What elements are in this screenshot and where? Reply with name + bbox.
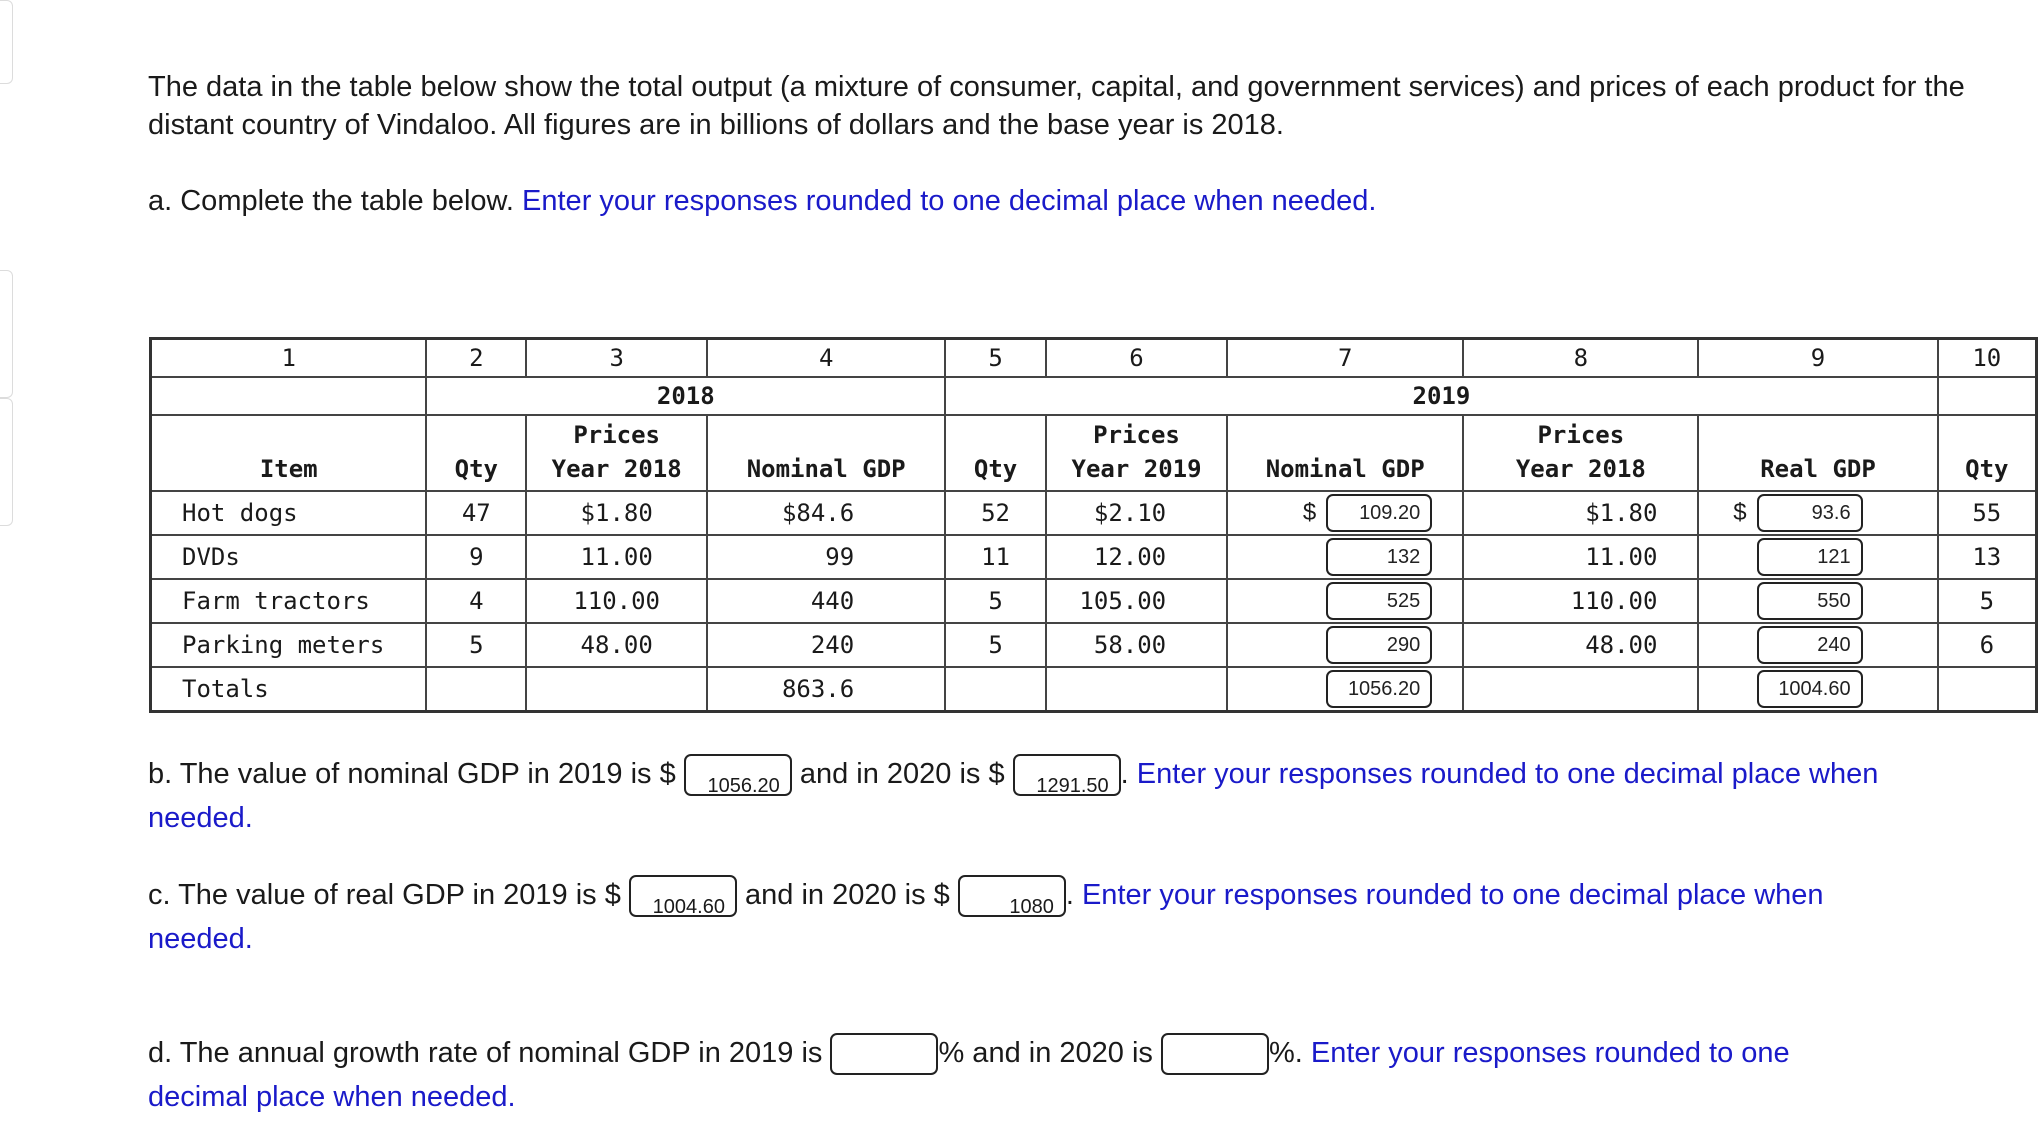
col-number: 7	[1227, 339, 1463, 378]
nominal-2018-cell: 240	[707, 623, 945, 667]
qty-2018-cell: 9	[426, 535, 526, 579]
col-number: 4	[707, 339, 945, 378]
dollar-sign: $	[1733, 499, 1747, 526]
price-2019-cell: 12.00	[1046, 535, 1227, 579]
price-2018-cell: $1.80	[526, 491, 707, 535]
qty-2018-cell: 4	[426, 579, 526, 623]
qty-2020-cell: 13	[1938, 535, 2037, 579]
item-cell: Hot dogs	[151, 491, 427, 535]
real-gdp-total-cell	[1698, 667, 1937, 712]
real-gdp-2020-input[interactable]: 1080	[958, 875, 1066, 917]
real-gdp-input[interactable]: 550	[1757, 582, 1863, 620]
part-d-mid: % and in 2020 is	[938, 1037, 1153, 1069]
column-header-row	[151, 415, 2037, 491]
year-label: Year 2019	[1071, 455, 1202, 483]
price-2018-cell: 48.00	[526, 623, 707, 667]
real-gdp-cell	[1698, 623, 1937, 667]
year-label: Year 2018	[1515, 455, 1646, 483]
part-c-prefix: c. The value of real GDP in 2019 is $	[148, 879, 621, 911]
real-gdp-input[interactable]: 240	[1757, 626, 1863, 664]
nominal-gdp-2020-input[interactable]: 1291.50	[1013, 754, 1121, 796]
price-2019-cell: $2.10	[1046, 491, 1227, 535]
totals-row	[151, 667, 2037, 712]
base-price-cell: $1.80	[1463, 491, 1698, 535]
empty-cell	[1463, 667, 1698, 712]
part-b-text	[148, 752, 2028, 840]
qty-2020-cell: 6	[1938, 623, 2037, 667]
nominal-2019-total-cell	[1227, 667, 1463, 712]
year-2018-header: 2018	[426, 377, 945, 415]
part-c-text	[148, 873, 2028, 961]
nominal-2019-input[interactable]: 525	[1326, 582, 1432, 620]
table-row	[151, 535, 2037, 579]
totals-label: Totals	[151, 667, 427, 712]
year-2019-header: 2019	[945, 377, 1937, 415]
growth-rate-2020-input[interactable]	[1161, 1033, 1269, 1075]
empty-cell	[945, 667, 1046, 712]
base-price-cell: 48.00	[1463, 623, 1698, 667]
col-number: 3	[526, 339, 707, 378]
price-2018-cell: 11.00	[526, 535, 707, 579]
year-label: Year 2018	[551, 455, 682, 483]
empty-cell	[151, 377, 427, 415]
prices-label: Prices	[1093, 421, 1180, 449]
part-c-end: .	[1065, 879, 1074, 911]
real-gdp-header: Real GDP	[1698, 415, 1937, 491]
part-c-hint: Enter your responses rounded to one decimal place when	[1081, 879, 1824, 911]
nominal-2019-total-input[interactable]: 1056.20	[1326, 670, 1432, 708]
qty-2019-cell: 5	[945, 579, 1046, 623]
nominal-gdp-2019-input[interactable]: 1056.20	[684, 754, 792, 796]
empty-cell	[1938, 377, 2037, 415]
year-row	[151, 377, 2037, 415]
item-header: Item	[151, 415, 427, 491]
qty-2019-cell: 11	[945, 535, 1046, 579]
nominal-2018-cell: 99	[707, 535, 945, 579]
price-2018-cell: 110.00	[526, 579, 707, 623]
table-row	[151, 579, 2037, 623]
nominal-2019-input[interactable]: 290	[1326, 626, 1432, 664]
part-c-hint-cont: needed.	[148, 923, 253, 956]
nominal-2019-input[interactable]: 132	[1326, 538, 1432, 576]
qty-2018-header: Qty	[426, 415, 526, 491]
part-d-hint-cont: decimal place when needed.	[148, 1081, 516, 1114]
qty-2020-header: Qty	[1938, 415, 2037, 491]
nominal-2019-cell	[1227, 535, 1463, 579]
item-cell: Parking meters	[151, 623, 427, 667]
nominal-2019-cell	[1227, 491, 1463, 535]
part-b-hint-cont: needed.	[148, 802, 253, 835]
column-number-row	[151, 339, 2037, 378]
qty-2020-cell: 55	[1938, 491, 2037, 535]
part-d-text	[148, 1031, 2028, 1119]
intro-text: The data in the table below show the total output (a mixture of consumer, capital, and government services) and prices of each product for the distant country of Vindaloo. All figures are in billions of dollars and the base year is 2018.	[148, 71, 1965, 141]
nominal-gdp-2019-header: Nominal GDP	[1227, 415, 1463, 491]
prices-base-header	[1463, 415, 1698, 491]
real-gdp-input[interactable]: 93.6	[1757, 494, 1863, 532]
qty-2018-cell: 5	[426, 623, 526, 667]
nominal-gdp-2018-header: Nominal GDP	[707, 415, 945, 491]
col-number: 9	[1698, 339, 1937, 378]
part-b-hint: Enter your responses rounded to one decimal place when	[1136, 758, 1879, 790]
side-panel-tab	[0, 0, 13, 84]
part-a-prefix: a. Complete the table below.	[148, 185, 514, 217]
col-number: 1	[151, 339, 427, 378]
part-a-hint: Enter your responses rounded to one decimal place when needed.	[522, 185, 1377, 217]
part-d-hint: Enter your responses rounded to one	[1310, 1037, 1790, 1069]
dollar-sign: $	[1302, 499, 1317, 526]
qty-2020-cell: 5	[1938, 579, 2037, 623]
part-b-end: .	[1120, 758, 1129, 790]
gdp-table	[149, 337, 2038, 713]
empty-cell	[1046, 667, 1227, 712]
table-row	[151, 623, 2037, 667]
nominal-2019-cell	[1227, 623, 1463, 667]
real-gdp-input[interactable]: 121	[1757, 538, 1863, 576]
real-gdp-total-input[interactable]: 1004.60	[1757, 670, 1863, 708]
part-c-mid: and in 2020 is $	[745, 879, 950, 911]
col-number: 2	[426, 339, 526, 378]
qty-2018-cell: 47	[426, 491, 526, 535]
nominal-2018-cell: $84.6	[707, 491, 945, 535]
qty-2019-cell: 5	[945, 623, 1046, 667]
item-cell: DVDs	[151, 535, 427, 579]
base-price-cell: 11.00	[1463, 535, 1698, 579]
empty-cell	[1938, 667, 2037, 712]
price-2019-cell: 105.00	[1046, 579, 1227, 623]
part-b-prefix: b. The value of nominal GDP in 2019 is $	[148, 758, 676, 790]
qty-2019-cell: 52	[945, 491, 1046, 535]
empty-cell	[426, 667, 526, 712]
prices-2018-header	[526, 415, 707, 491]
table-row	[151, 491, 2037, 535]
real-gdp-cell	[1698, 579, 1937, 623]
qty-2019-header: Qty	[945, 415, 1046, 491]
prices-2019-header	[1046, 415, 1227, 491]
growth-rate-2019-input[interactable]	[830, 1033, 938, 1075]
nominal-2019-cell	[1227, 579, 1463, 623]
part-d-end: %.	[1268, 1037, 1303, 1069]
part-a-text	[148, 182, 1376, 220]
prices-label: Prices	[573, 421, 661, 449]
side-panel-tab	[0, 270, 13, 398]
prices-label: Prices	[1537, 421, 1625, 449]
col-number: 5	[945, 339, 1046, 378]
real-gdp-cell	[1698, 535, 1937, 579]
nominal-2019-input[interactable]: 109.20	[1326, 494, 1432, 532]
real-gdp-2019-input[interactable]: 1004.60	[629, 875, 737, 917]
item-cell: Farm tractors	[151, 579, 427, 623]
side-panel-tab	[0, 398, 13, 526]
nominal-2018-total: 863.6	[707, 667, 945, 712]
col-number: 8	[1463, 339, 1698, 378]
part-d-prefix: d. The annual growth rate of nominal GDP in 2019 is	[148, 1037, 823, 1069]
empty-cell	[526, 667, 707, 712]
col-number: 6	[1046, 339, 1227, 378]
base-price-cell: 110.00	[1463, 579, 1698, 623]
real-gdp-cell	[1698, 491, 1937, 535]
col-number: 10	[1938, 339, 2037, 378]
nominal-2018-cell: 440	[707, 579, 945, 623]
price-2019-cell: 58.00	[1046, 623, 1227, 667]
part-b-mid: and in 2020 is $	[799, 758, 1005, 790]
